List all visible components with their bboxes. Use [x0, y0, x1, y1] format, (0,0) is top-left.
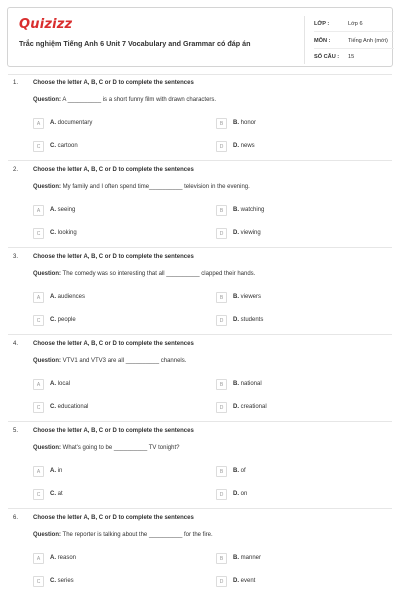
question-number: 3.	[13, 254, 19, 260]
option-letter-box: A	[33, 205, 44, 216]
option-letter-box: B	[216, 205, 227, 216]
option-letter-box: B	[216, 292, 227, 303]
question-divider	[8, 334, 392, 335]
question-label: Question:	[33, 271, 61, 277]
question-instruction: Choose the letter A, B, C or D to complete the sentences	[33, 341, 194, 347]
option-text: B. national	[233, 381, 262, 387]
question-1	[0, 80, 400, 168]
question-text	[33, 358, 186, 364]
option-letter-box: A	[33, 553, 44, 564]
option-text: B. manner	[233, 555, 262, 561]
question-body: The reporter is talking about the __________ for the fire.	[61, 532, 213, 538]
question-number: 4.	[13, 341, 19, 347]
question-instruction: Choose the letter A, B, C or D to complete the sentences	[33, 428, 194, 434]
option-text: A. local	[50, 381, 71, 387]
option-letter-box: A	[33, 466, 44, 477]
question-text	[33, 271, 255, 277]
option-letter-box: C	[33, 228, 44, 239]
meta-rule	[314, 31, 394, 32]
worksheet-header	[7, 7, 393, 67]
option-letter-box: D	[216, 315, 227, 326]
question-6	[0, 515, 400, 600]
option-text: C. cartoon	[50, 143, 78, 149]
option-letter-box: D	[216, 141, 227, 152]
question-number: 2.	[13, 167, 19, 173]
question-text	[33, 184, 250, 190]
header-divider	[304, 16, 305, 64]
meta-subject-value: Tiếng Anh (mới)	[348, 38, 388, 44]
question-body: A __________ is a short funny film with drawn characters.	[61, 97, 217, 103]
meta-class-label: LỚP :	[314, 21, 330, 27]
question-label: Question:	[33, 184, 61, 190]
option-text: D. creational	[233, 404, 267, 410]
option-letter-box: D	[216, 402, 227, 413]
question-text	[33, 97, 216, 103]
option-letter-box: C	[33, 489, 44, 500]
question-text	[33, 532, 213, 538]
meta-count-value: 15	[348, 54, 355, 60]
question-body: My family and I often spend time__________ television in the evening.	[61, 184, 250, 190]
question-body: VTV1 and VTV3 are all __________ channels.	[61, 358, 187, 364]
option-text: A. in	[50, 468, 63, 474]
option-letter-box: A	[33, 292, 44, 303]
option-text: B. viewers	[233, 294, 262, 300]
question-3	[0, 254, 400, 342]
option-letter-box: A	[33, 379, 44, 390]
option-text: C. educational	[50, 404, 89, 410]
option-letter-box: C	[33, 576, 44, 587]
question-label: Question:	[33, 97, 61, 103]
question-number: 5.	[13, 428, 19, 434]
question-5	[0, 428, 400, 516]
option-letter-box: A	[33, 118, 44, 129]
option-letter-box: C	[33, 402, 44, 413]
option-text: B. of	[233, 468, 246, 474]
option-letter-box: D	[216, 576, 227, 587]
question-number: 6.	[13, 515, 19, 521]
question-divider	[8, 247, 392, 248]
meta-class-value: Lớp 6	[348, 21, 363, 27]
question-instruction: Choose the letter A, B, C or D to complete the sentences	[33, 80, 194, 86]
option-text: A. audiences	[50, 294, 86, 300]
quiz-title: Trắc nghiệm Tiếng Anh 6 Unit 7 Vocabulary and Grammar có đáp án	[19, 39, 251, 48]
option-text: C. series	[50, 578, 74, 584]
option-text: C. at	[50, 491, 63, 497]
option-letter-box: D	[216, 228, 227, 239]
question-instruction: Choose the letter A, B, C or D to complete the sentences	[33, 254, 194, 260]
meta-count-label: SỐ CÂU :	[314, 54, 340, 60]
meta-subject-label: MÔN :	[314, 38, 331, 44]
question-body: The comedy was so interesting that all __________ clapped their hands.	[61, 271, 256, 277]
question-text	[33, 445, 179, 451]
meta-rule	[314, 48, 394, 49]
section-divider	[8, 74, 392, 75]
question-2	[0, 167, 400, 255]
option-letter-box: C	[33, 315, 44, 326]
option-letter-box: C	[33, 141, 44, 152]
option-letter-box: B	[216, 466, 227, 477]
question-number: 1.	[13, 80, 19, 86]
option-letter-box: B	[216, 118, 227, 129]
question-divider	[8, 508, 392, 509]
question-divider	[8, 421, 392, 422]
option-text: A. reason	[50, 555, 77, 561]
question-instruction: Choose the letter A, B, C or D to complete the sentences	[33, 515, 194, 521]
question-4	[0, 341, 400, 429]
option-text: A. documentary	[50, 120, 93, 126]
option-text: C. looking	[50, 230, 77, 236]
option-text: D. students	[233, 317, 264, 323]
option-text: B. honor	[233, 120, 257, 126]
option-text: D. news	[233, 143, 255, 149]
option-letter-box: D	[216, 489, 227, 500]
question-label: Question:	[33, 532, 61, 538]
option-letter-box: B	[216, 379, 227, 390]
question-label: Question:	[33, 358, 61, 364]
question-instruction: Choose the letter A, B, C or D to complete the sentences	[33, 167, 194, 173]
option-letter-box: B	[216, 553, 227, 564]
option-text: B. watching	[233, 207, 265, 213]
option-text: C. people	[50, 317, 76, 323]
question-label: Question:	[33, 445, 61, 451]
quizizz-logo: Quizizz	[19, 17, 73, 32]
option-text: A. seeing	[50, 207, 76, 213]
option-text: D. on	[233, 491, 248, 497]
option-text: D. viewing	[233, 230, 261, 236]
question-divider	[8, 160, 392, 161]
option-text: D. event	[233, 578, 256, 584]
question-body: What's going to be __________ TV tonight?	[61, 445, 180, 451]
